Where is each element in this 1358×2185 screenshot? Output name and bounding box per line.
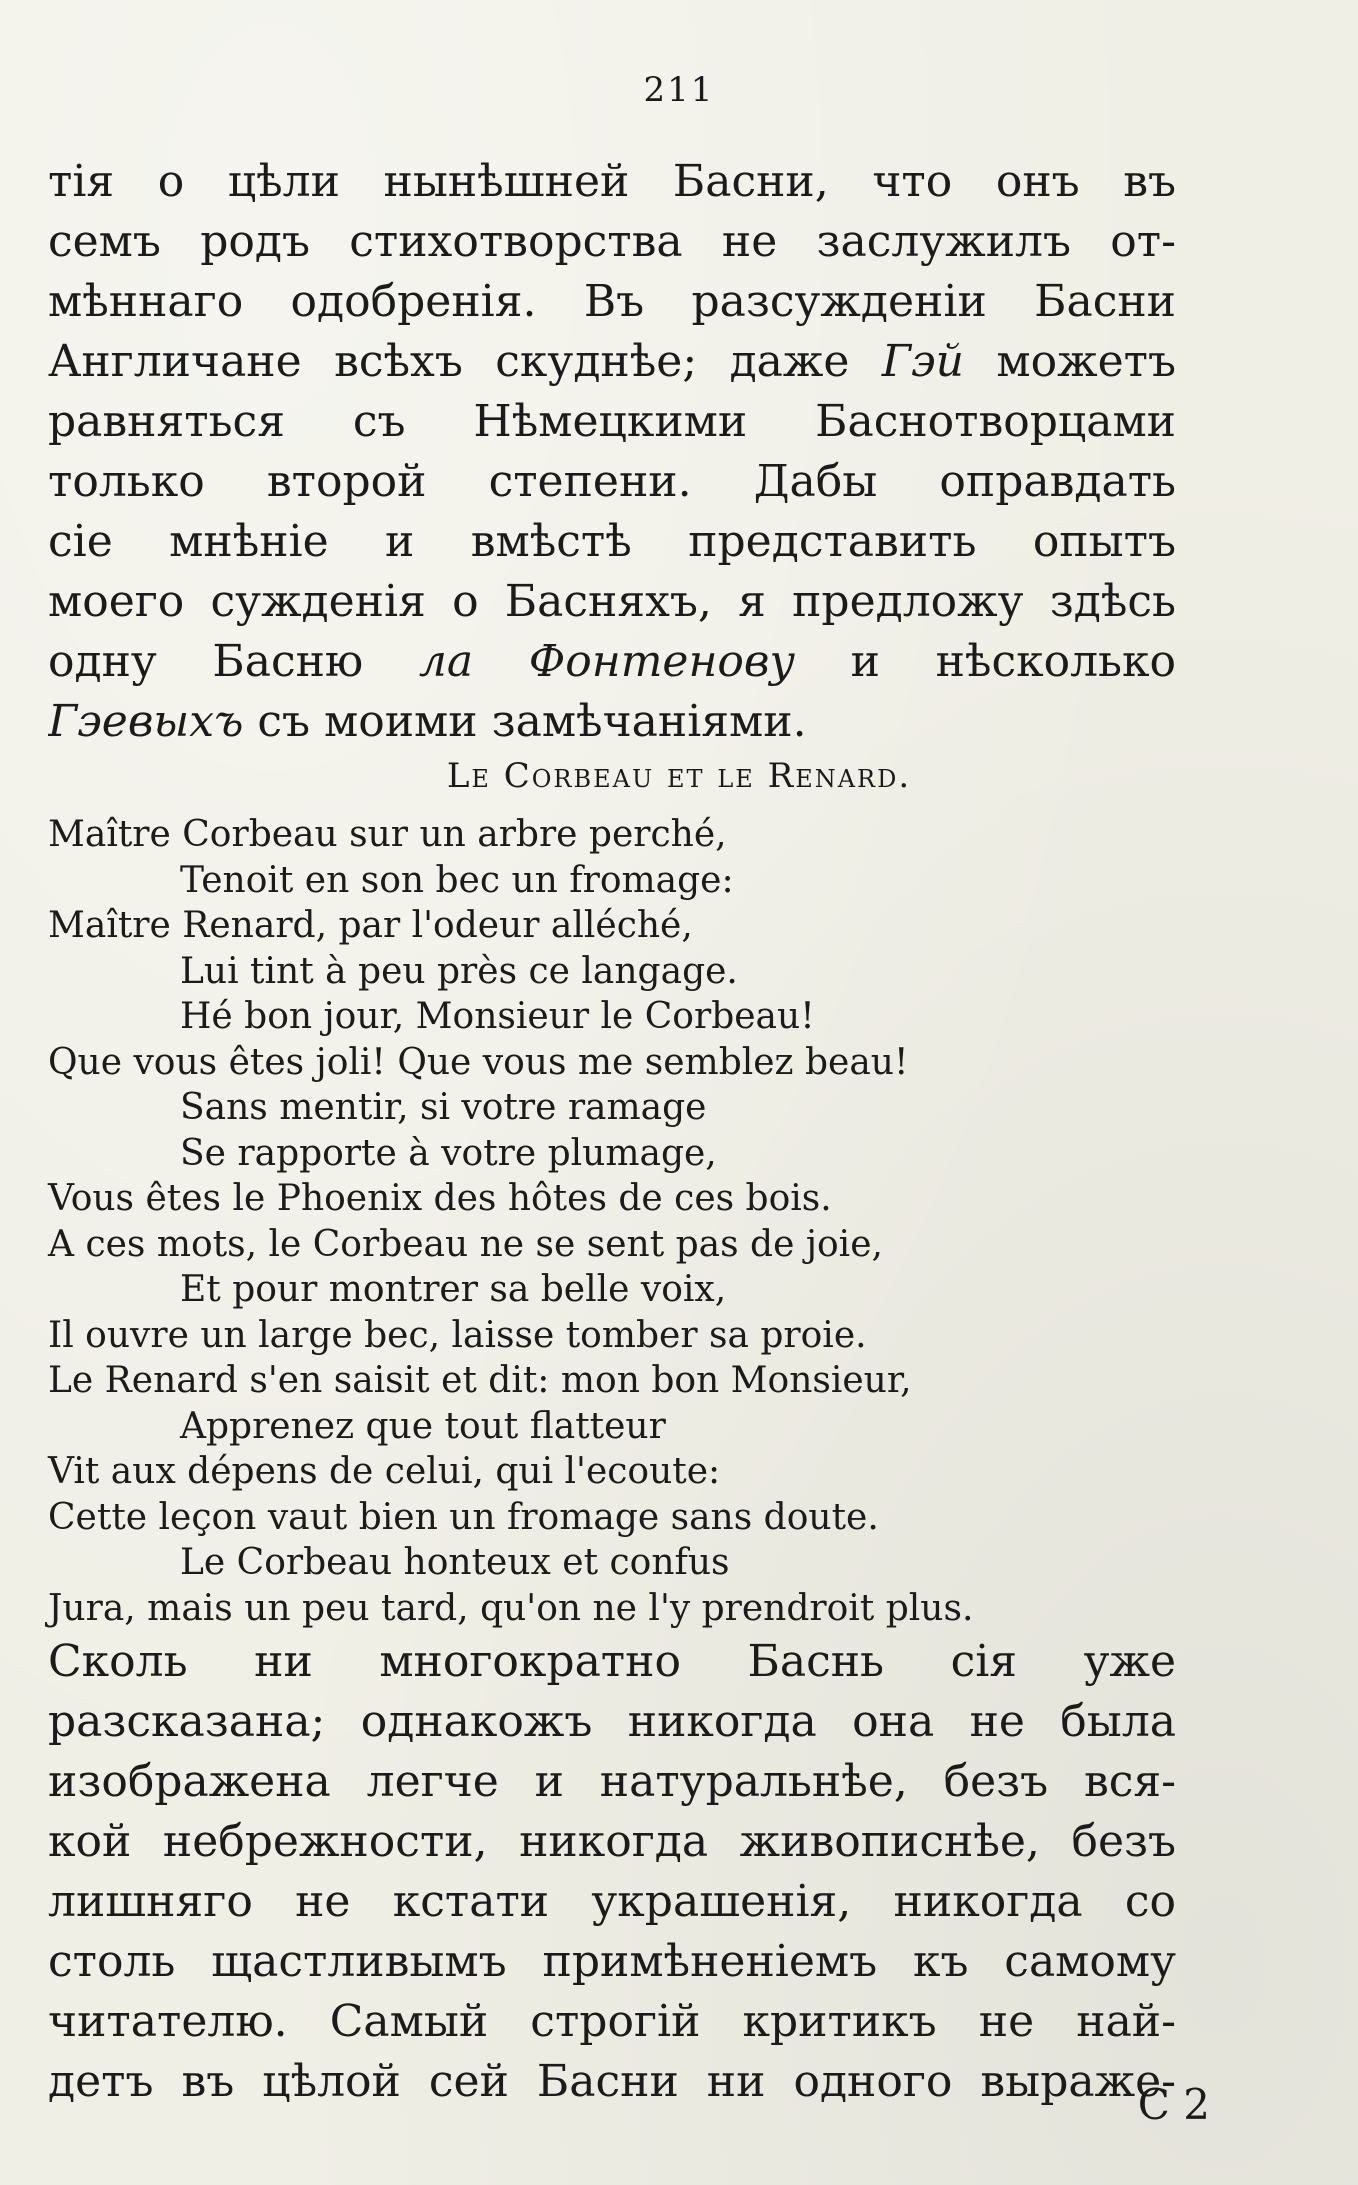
verse-line: Cette leçon vaut bien un fromage sans doute. <box>48 1496 879 1538</box>
prose-line: тія о цѣли нынѣшней Басни, что онъ въ <box>48 156 1176 207</box>
prose-line: детъ въ цѣлой сей Басни ни одного выраже- <box>48 2056 1176 2107</box>
prose-line: равняться съ Нѣмецкими Баснотворцами <box>48 396 1176 447</box>
prose-line: столь щастливымъ примѣненіемъ къ самому <box>48 1936 1176 1987</box>
prose-top <box>48 152 1176 752</box>
prose-line: только второй степени. Дабы оправдать <box>48 456 1176 507</box>
verse-line: Sans mentir, si votre ramage <box>180 1087 707 1128</box>
verse-line: Le Corbeau honteux et confus <box>180 1542 730 1583</box>
verse-line: Vit aux dépens de celui, qui l'ecoute: <box>48 1451 721 1492</box>
prose-line: мѣннаго одобренія. Въ разсужденіи Басни <box>48 276 1176 327</box>
verse-line: Lui tint à peu près ce langage. <box>180 950 738 992</box>
fable-verse <box>48 812 1178 1631</box>
prose-line: Сколь ни многократно Баснь сія уже <box>48 1636 1176 1687</box>
verse-line: Et pour montrer sa belle voix, <box>180 1269 727 1310</box>
verse-line: Le Renard s'en saisit et dit: mon bon Monsieur, <box>48 1360 912 1401</box>
prose-line: разсказана; однакожъ никогда она не была <box>48 1696 1176 1747</box>
verse-line: Maître Corbeau sur un arbre perché, <box>48 814 727 855</box>
fable-title: Le Corbeau et le Renard. <box>446 756 912 796</box>
prose-line: Гэевыхъ съ моими замѣчаніями. <box>48 696 807 747</box>
verse-line: Hé bon jour, Monsieur le Corbeau! <box>180 996 815 1037</box>
prose-line: Англичане всѣхъ скуднѣе; даже Гэй можетъ <box>48 336 1176 387</box>
prose-line: семъ родъ стихотворства не заслужилъ от- <box>48 216 1176 267</box>
verse-line: Que vous êtes joli! Que vous me semblez beau! <box>48 1041 909 1083</box>
italic-name: Гэевыхъ <box>48 696 244 747</box>
verse-line: Apprenez que tout flatteur <box>180 1405 666 1447</box>
prose-line: одну Басню ла Фонтенову и нѣсколько <box>48 636 1176 687</box>
page-number: 211 <box>643 70 715 110</box>
italic-name: ла Фонтенову <box>418 636 796 687</box>
verse-line: Vous êtes le Phoenix des hôtes de ces bois. <box>48 1178 832 1219</box>
prose-bottom <box>48 1632 1176 2112</box>
prose-line: сіе мнѣніе и вмѣстѣ представить опытъ <box>48 516 1176 567</box>
prose-line: читателю. Самый строгій критикъ не най- <box>48 1996 1176 2047</box>
prose-line: изображена легче и натуральнѣе, безъ вся- <box>48 1756 1176 1807</box>
prose-line: лишняго не кстати украшенія, никогда со <box>48 1876 1176 1927</box>
italic-name: Гэй <box>881 336 964 387</box>
prose-line: моего сужденія о Басняхъ, я предложу здѣсь <box>48 576 1176 627</box>
verse-line: Tenoit en son bec un fromage: <box>180 859 734 901</box>
prose-line: кой небрежности, никогда живописнѣе, безъ <box>48 1816 1176 1867</box>
signature-mark: C 2 <box>1137 2080 1210 2129</box>
verse-line: A ces mots, le Corbeau ne se sent pas de joie, <box>48 1223 883 1265</box>
verse-line: Jura, mais un peu tard, qu'on ne l'y prendroit plus. <box>48 1587 974 1629</box>
verse-line: Il ouvre un large bec, laisse tomber sa proie. <box>48 1314 867 1356</box>
verse-line: Maître Renard, par l'odeur alléché, <box>48 905 693 946</box>
verse-line: Se rapporte à votre plumage, <box>180 1132 717 1174</box>
